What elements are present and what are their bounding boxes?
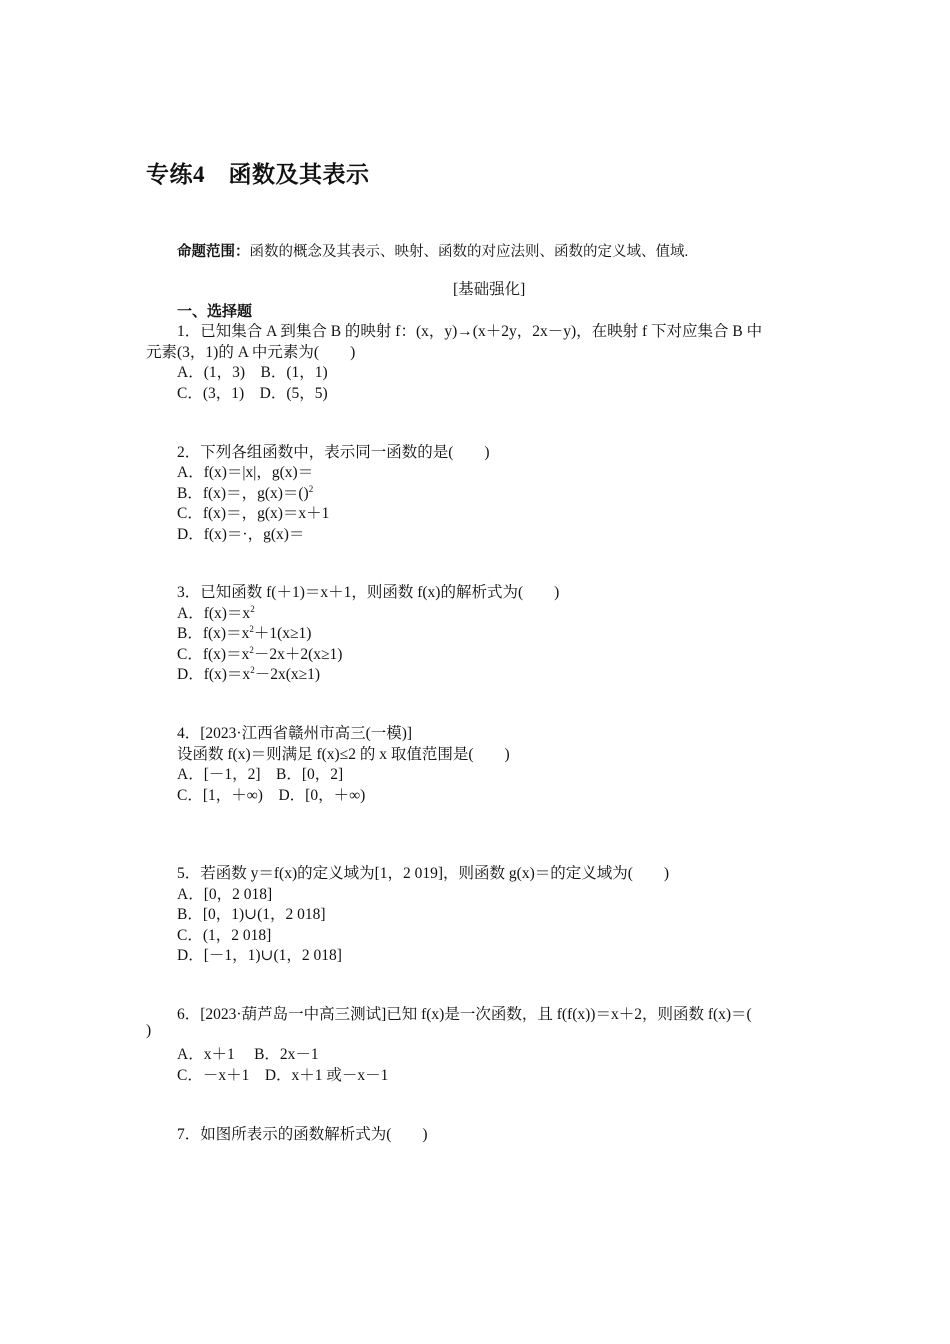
q4-source: 4．[2023·江西省赣州市高三(一模)] <box>177 725 413 742</box>
q1-stem-line2: 元素(3，1)的 A 中元素为( ) <box>146 344 356 361</box>
q3-option-b: B．$f(x)=x^2+1(x\ge 1)$ <box>177 623 312 642</box>
q4-stem: 设函数 f(x)＝则满足 f(x)≤2 的 x 取值范围是( ) <box>177 746 510 763</box>
q1-options-row1: A．(1，3) B．(1，1) <box>177 364 328 381</box>
scope-line <box>177 240 688 261</box>
q1-options-row2: C．(3，1) D．(5，5) <box>177 385 328 402</box>
q2-stem: 2．下列各组函数中，表示同一函数的是( ) <box>177 444 490 461</box>
section-label: [基础强化] <box>453 281 526 298</box>
q7-stem: 7．如图所表示的函数解析式为( ) <box>177 1126 428 1143</box>
q6-stem-line2: ) <box>146 1022 152 1039</box>
q6-stem-line1: 6．[2023·葫芦岛一中高三测试]已知 f(x)是一次函数，且 f(f(x))＝x＋2，则函数 f(x)＝( <box>177 1006 752 1023</box>
q3-option-a: A．$f(x)=x^2$ <box>177 603 255 622</box>
part-heading: 一、选择题 <box>177 304 253 320</box>
q5-stem: 5．若函数 y＝f(x)的定义域为[1，2 019]，则函数 g(x)＝的定义域为( ) <box>177 865 670 882</box>
scope-text: 函数的概念及其表示、映射、函数的对应法则、函数的定义域、值域. <box>249 244 689 260</box>
q5-option-d: D．[－1，1)∪(1，2 018] <box>177 947 342 964</box>
q3-stem: 3．已知函数 f(＋1)＝x＋1，则函数 f(x)的解析式为( ) <box>177 584 560 601</box>
q2-option-b: B．f(x)＝，g(x)＝()$^2$ <box>177 483 314 502</box>
q5-option-c: C．(1，2 018] <box>177 927 272 944</box>
scope-label: 命题范围： <box>177 244 250 260</box>
page-title: 专练4 函数及其表示 <box>146 162 370 187</box>
q3-option-d: D．$f(x)=x^2-2x(x\ge 1)$ <box>177 664 321 683</box>
q4-options-row1: A．[－1，2] B．[0，2] <box>177 766 344 783</box>
q2-option-c: C．f(x)＝，g(x)＝x＋1 <box>177 505 330 522</box>
q4-options-row2: C．[1，＋∞) D．[0，＋∞) <box>177 787 366 804</box>
q3-option-c: C．$f(x)=x^2-2x+2(x\ge 1)$ <box>177 644 343 663</box>
q1-stem-line1: 1．已知集合 A 到集合 B 的映射 f：(x，y)→(x＋2y，2x－y)，在映射 f 下对应集合 B 中 <box>177 323 763 340</box>
q2-option-a: A．f(x)＝|x|，g(x)＝ <box>177 464 314 481</box>
q2-option-d: D．f(x)＝·，g(x)＝ <box>177 526 305 543</box>
q6-options-row1: A．x＋1 B．2x－1 <box>177 1046 319 1063</box>
q5-option-b: B．[0，1)∪(1，2 018] <box>177 906 326 923</box>
q6-options-row2: C．－x＋1 D．x＋1 或－x－1 <box>177 1067 389 1084</box>
q5-option-a: A．[0，2 018] <box>177 886 273 903</box>
